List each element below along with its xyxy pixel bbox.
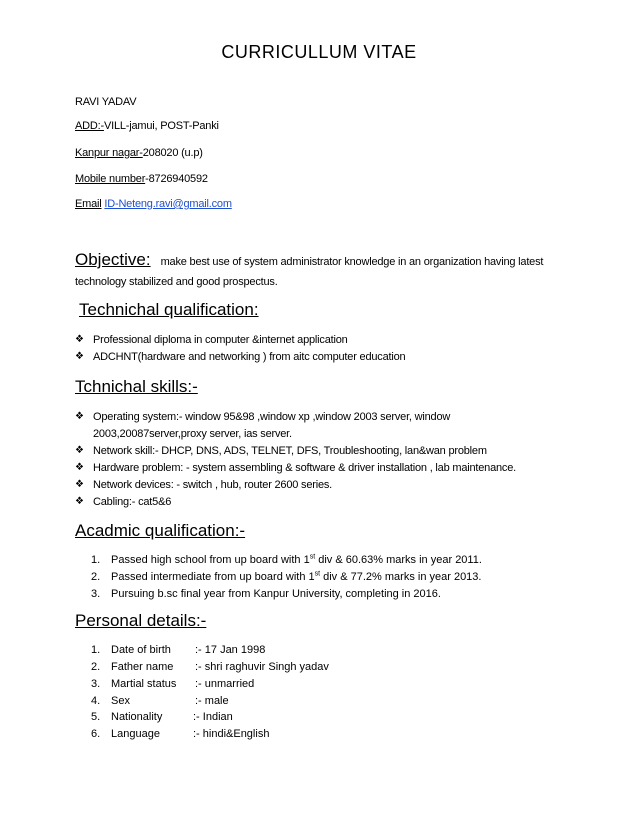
page-title: CURRICULLUM VITAE [221,42,417,62]
technical-qualification-heading: Technichal qualification: [79,300,259,319]
city-line [75,147,203,159]
diamond-bullet-icon: ❖ [75,351,84,362]
objective-line-1 [75,250,543,270]
address-line [75,120,219,132]
email-label: Email [75,198,102,210]
diamond-bullet-icon: ❖ [75,411,84,422]
technical-skills-heading: Tchnichal skills:- [75,377,198,396]
mobile-line [75,173,208,185]
diamond-bullet-icon: ❖ [75,462,84,473]
diamond-bullet-icon: ❖ [75,496,84,507]
applicant-name: RAVI YADAV [75,96,137,108]
city-label: Kanpur nagar- [75,147,143,159]
mobile-value: -8726940592 [145,173,208,185]
mobile-label: Mobile number [75,173,146,185]
diamond-bullet-icon: ❖ [75,479,84,490]
email-link[interactable]: ID-Neteng.ravi@gmail.com [104,198,232,210]
address-value: VILL-jamui, POST-Panki [103,120,219,132]
city-value: 208020 (u.p) [142,147,203,159]
email-line [75,198,232,210]
diamond-bullet-icon: ❖ [75,445,84,456]
address-label: ADD:- [75,120,104,132]
academic-heading: Acadmic qualification:- [75,521,246,540]
objective-heading: Objective: [75,250,151,269]
personal-heading: Personal details:- [75,611,207,630]
objective-text-2: technology stabilized and good prospectus. [75,276,278,288]
diamond-bullet-icon: ❖ [75,334,84,345]
objective-text-1: make best use of system administrator knowledge in an organization having latest [160,256,544,268]
